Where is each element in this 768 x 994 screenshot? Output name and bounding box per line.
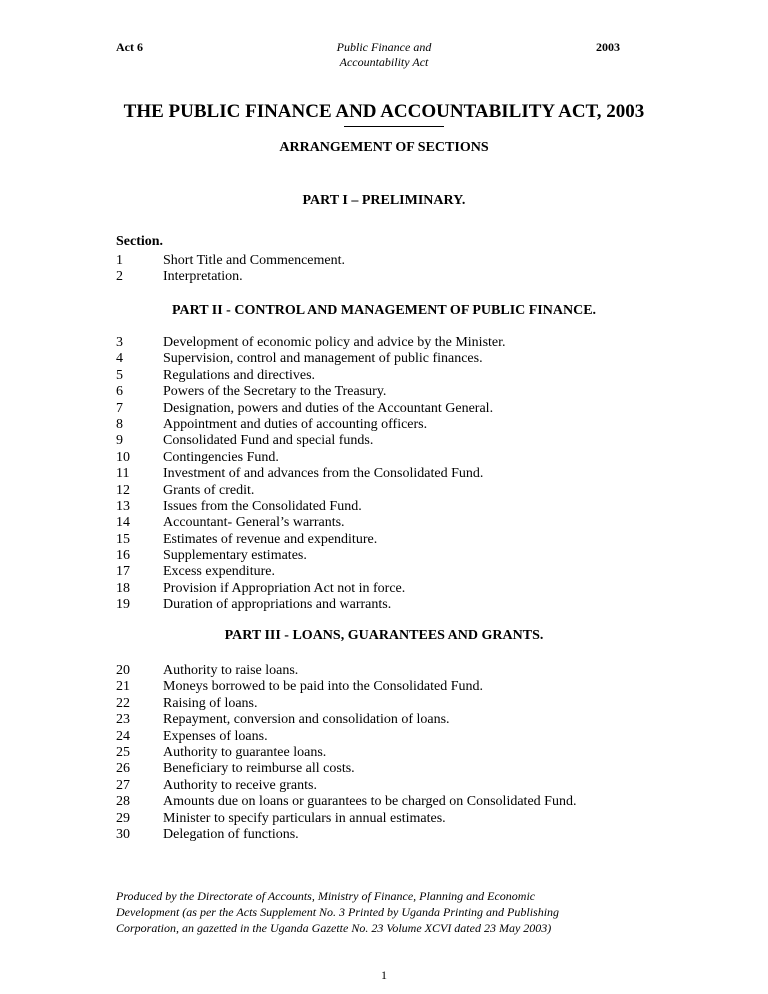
section-row [116,778,576,794]
section-title: Interpretation. [163,269,243,285]
section-row [116,548,506,564]
section-title: Repayment, conversion and consolidation of loans. [163,712,450,728]
section-title: Raising of loans. [163,695,258,711]
section-row [116,597,506,613]
section-row [116,581,506,597]
section-row [116,532,506,548]
section-title: Powers of the Secretary to the Treasury. [163,384,387,400]
section-title: Moneys borrowed to be paid into the Consolidated Fund. [163,679,484,695]
section-title: Appointment and duties of accounting officers. [163,416,428,432]
header-act-name-line2: Accountability Act [339,55,429,69]
section-list-part-1 [116,253,345,286]
section-row [116,368,506,384]
section-number: 21 [116,679,130,695]
section-title: Consolidated Fund and special funds. [163,433,374,449]
section-row [116,745,576,761]
section-row [116,417,506,433]
section-number: 12 [116,482,130,498]
section-number: 25 [116,744,130,760]
section-title: Grants of credit. [163,482,255,498]
section-row [116,696,576,712]
section-number: 3 [116,335,123,350]
title-underline [344,126,444,127]
section-title: Excess expenditure. [163,564,275,580]
part-heading-2: PART II - CONTROL AND MANAGEMENT OF PUBLIC FINANCE. [171,303,597,318]
section-title: Estimates of revenue and expenditure. [163,531,378,547]
section-title: Short Title and Commencement. [163,253,345,268]
document-footer [116,888,656,936]
section-number: 27 [116,777,130,793]
document-subtitle: ARRANGEMENT OF SECTIONS [279,140,489,155]
section-number: 4 [116,351,123,367]
section-row [116,433,506,449]
section-number: 8 [116,416,123,432]
section-title: Delegation of functions. [163,826,299,842]
section-title: Authority to receive grants. [163,777,317,793]
section-title: Contingencies Fund. [163,449,279,465]
header-year: 2003 [596,40,620,54]
section-title: Supplementary estimates. [163,548,307,564]
section-title: Regulations and directives. [163,367,316,383]
section-row [116,269,345,285]
section-number: 7 [116,400,123,416]
section-number: 19 [116,597,130,613]
section-number: 20 [116,663,130,678]
header-act-name-line1: Public Finance and [336,40,432,54]
section-number: 18 [116,580,130,596]
section-title: Supervision, control and management of public finances. [163,351,483,367]
section-row [116,761,576,777]
section-row [116,729,576,745]
footer-line: Produced by the Directorate of Accounts, Ministry of Finance, Planning and Economic [116,889,536,903]
section-title: Accountant- General’s warrants. [163,515,345,531]
section-row [116,335,506,351]
section-row [116,253,345,269]
section-row [116,827,576,843]
section-number: 16 [116,548,130,564]
section-number: 30 [116,826,130,842]
section-number: 2 [116,269,123,285]
section-number: 10 [116,449,130,465]
section-title: Minister to specify particulars in annual estimates. [163,810,446,826]
header-act-number: Act 6 [116,40,143,54]
section-row [116,712,576,728]
section-number: 15 [116,531,130,547]
section-number: 17 [116,564,130,580]
section-title: Issues from the Consolidated Fund. [163,498,362,514]
part-heading-3: PART III - LOANS, GUARANTEES AND GRANTS. [224,628,544,643]
page-number: 1 [381,968,387,982]
section-number: 24 [116,728,130,744]
section-row [116,466,506,482]
section-number: 26 [116,761,130,777]
section-list-part-3 [116,663,576,843]
section-list-part-2 [116,335,506,614]
part-heading-1: PART I – PRELIMINARY. [302,193,466,208]
section-title: Duration of appropriations and warrants. [163,597,392,613]
section-title: Expenses of loans. [163,728,268,744]
section-column-label: Section. [116,234,164,249]
section-row [116,564,506,580]
footer-line: Corporation, an gazetted in the Uganda Gazette No. 23 Volume XCVI dated 23 May 2003) [116,921,552,935]
section-row [116,794,576,810]
section-row [116,483,506,499]
section-row [116,450,506,466]
section-row [116,515,506,531]
document-title: THE PUBLIC FINANCE AND ACCOUNTABILITY ACT, 2003 [123,101,645,122]
section-number: 11 [116,466,130,482]
section-row [116,351,506,367]
section-row [116,679,576,695]
section-row [116,384,506,400]
section-number: 14 [116,515,130,531]
section-number: 1 [116,253,123,268]
footer-line: Development (as per the Acts Supplement No. 3 Printed by Uganda Printing and Publishing [116,905,560,919]
section-title: Development of economic policy and advice by the Minister. [163,335,506,350]
section-number: 28 [116,794,130,810]
section-title: Authority to raise loans. [163,663,299,678]
section-title: Designation, powers and duties of the Accountant General. [163,400,494,416]
section-number: 13 [116,498,130,514]
section-row [116,811,576,827]
section-title: Provision if Appropriation Act not in force. [163,580,406,596]
section-title: Investment of and advances from the Consolidated Fund. [163,466,484,482]
section-title: Authority to guarantee loans. [163,744,327,760]
header-act-name [284,40,484,70]
section-row [116,401,506,417]
section-title: Amounts due on loans or guarantees to be charged on Consolidated Fund. [163,794,577,810]
section-number: 6 [116,384,123,400]
section-number: 22 [116,695,130,711]
section-row [116,663,576,679]
section-title: Beneficiary to reimburse all costs. [163,761,355,777]
section-number: 9 [116,433,123,449]
section-number: 5 [116,367,123,383]
section-number: 23 [116,712,130,728]
section-number: 29 [116,810,130,826]
section-row [116,499,506,515]
